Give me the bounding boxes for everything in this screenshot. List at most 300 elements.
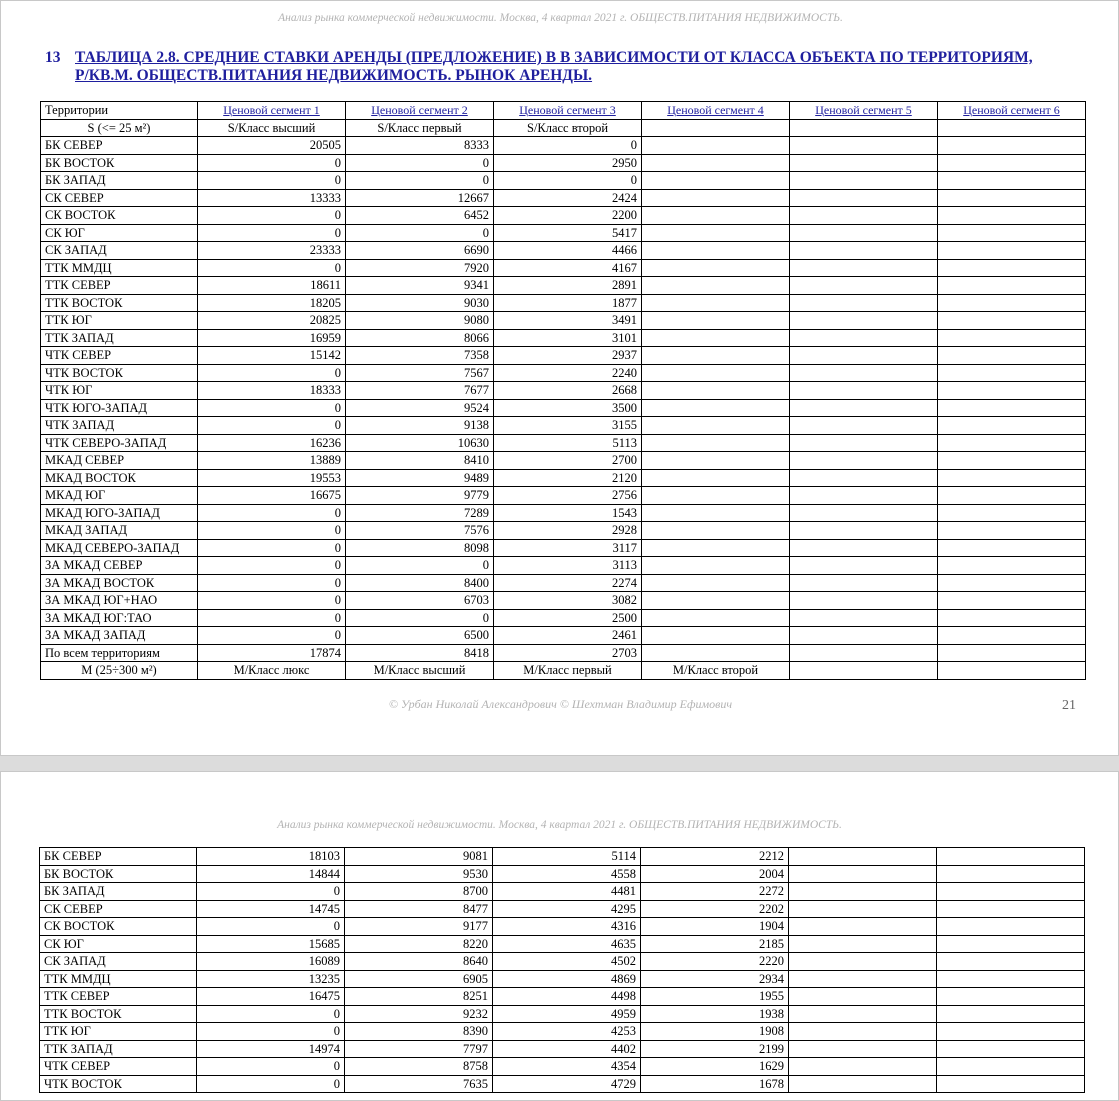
- value-cell: 18333: [198, 382, 346, 400]
- empty-cell: [938, 609, 1086, 627]
- value-cell: 2928: [494, 522, 642, 540]
- value-cell: 2937: [494, 347, 642, 365]
- table-row: [41, 539, 1086, 557]
- empty-cell: [790, 224, 938, 242]
- value-cell: 18205: [198, 294, 346, 312]
- value-cell: 4295: [493, 900, 641, 918]
- table-title-line2: Р/КВ.М. ОБЩЕСТВ.ПИТАНИЯ НЕДВИЖИМОСТЬ. РЫНОК АРЕНДЫ.: [75, 67, 593, 84]
- territory-cell: По всем территориям: [41, 644, 198, 662]
- empty-cell: [938, 487, 1086, 505]
- empty-cell: [938, 644, 1086, 662]
- page-number: 21: [1062, 698, 1076, 713]
- empty-cell: [790, 329, 938, 347]
- empty-cell: [938, 364, 1086, 382]
- empty-cell: [790, 592, 938, 610]
- empty-cell: [642, 434, 790, 452]
- territory-cell: ТТК СЕВЕР: [41, 277, 198, 295]
- value-cell: 0: [197, 918, 345, 936]
- territory-cell: ЗА МКАД СЕВЕР: [41, 557, 198, 575]
- territory-cell: МКАД ЮГ: [41, 487, 198, 505]
- value-cell: 9080: [346, 312, 494, 330]
- territory-cell: СК ЮГ: [40, 935, 197, 953]
- table-row: [41, 469, 1086, 487]
- value-cell: 0: [198, 207, 346, 225]
- empty-cell: [789, 865, 937, 883]
- table-row: [41, 277, 1086, 295]
- value-cell: 3500: [494, 399, 642, 417]
- value-cell: 19553: [198, 469, 346, 487]
- empty-cell: [938, 434, 1086, 452]
- value-cell: 0: [198, 224, 346, 242]
- value-cell: 4729: [493, 1075, 641, 1093]
- table-row: [41, 522, 1086, 540]
- value-cell: 0: [198, 259, 346, 277]
- empty-cell: [642, 399, 790, 417]
- territory-cell: ТТК ЗАПАД: [40, 1040, 197, 1058]
- segment-link-2[interactable]: Ценовой сегмент 2: [346, 102, 494, 120]
- value-cell: 8410: [346, 452, 494, 470]
- territory-cell: БК ЗАПАД: [40, 883, 197, 901]
- value-cell: 8418: [346, 644, 494, 662]
- value-cell: 9779: [346, 487, 494, 505]
- value-cell: 8333: [346, 137, 494, 155]
- table-row: [41, 137, 1086, 155]
- empty-cell: [937, 918, 1085, 936]
- territory-cell: БК СЕВЕР: [41, 137, 198, 155]
- value-cell: 13235: [197, 970, 345, 988]
- empty-cell: [789, 1040, 937, 1058]
- empty-cell: [642, 469, 790, 487]
- empty-cell: [937, 970, 1085, 988]
- value-cell: 15685: [197, 935, 345, 953]
- value-cell: 8390: [345, 1023, 493, 1041]
- empty-cell: [790, 242, 938, 260]
- empty-cell: [790, 487, 938, 505]
- empty-cell: [937, 1040, 1085, 1058]
- class-label: M/Класс люкс: [198, 662, 346, 680]
- value-cell: 6703: [346, 592, 494, 610]
- empty-cell: [938, 469, 1086, 487]
- value-cell: 0: [198, 539, 346, 557]
- value-cell: 2668: [494, 382, 642, 400]
- empty-cell: [938, 189, 1086, 207]
- value-cell: 4402: [493, 1040, 641, 1058]
- value-cell: 2461: [494, 627, 642, 645]
- value-cell: 4498: [493, 988, 641, 1006]
- territory-cell: ТТК ВОСТОК: [40, 1005, 197, 1023]
- class-label: M/Класс первый: [494, 662, 642, 680]
- value-cell: 0: [198, 557, 346, 575]
- empty-cell: [790, 137, 938, 155]
- value-cell: 0: [346, 224, 494, 242]
- value-cell: 14745: [197, 900, 345, 918]
- value-cell: 1955: [641, 988, 789, 1006]
- empty-cell: [642, 312, 790, 330]
- empty-cell: [642, 592, 790, 610]
- territory-cell: ЗА МКАД ЮГ+НАО: [41, 592, 198, 610]
- value-cell: 2220: [641, 953, 789, 971]
- territory-cell: МКАД СЕВЕР: [41, 452, 198, 470]
- empty-cell: [938, 382, 1086, 400]
- table-row: [40, 865, 1085, 883]
- value-cell: 0: [197, 1005, 345, 1023]
- value-cell: 18103: [197, 848, 345, 866]
- empty-cell: [937, 1023, 1085, 1041]
- table-row: [40, 918, 1085, 936]
- territory-cell: ЗА МКАД ВОСТОК: [41, 574, 198, 592]
- territory-cell: БК ВОСТОК: [40, 865, 197, 883]
- value-cell: 0: [198, 609, 346, 627]
- empty-cell: [938, 224, 1086, 242]
- empty-cell: [642, 574, 790, 592]
- value-cell: 16236: [198, 434, 346, 452]
- table-row: [41, 347, 1086, 365]
- value-cell: 0: [197, 1075, 345, 1093]
- empty-cell: [642, 522, 790, 540]
- value-cell: 1629: [641, 1058, 789, 1076]
- empty-cell: [790, 434, 938, 452]
- table-row: [40, 988, 1085, 1006]
- table-row: [41, 557, 1086, 575]
- value-cell: 9530: [345, 865, 493, 883]
- size-group-label: S (<= 25 м²): [41, 119, 198, 137]
- empty-cell: [789, 935, 937, 953]
- empty-cell: [790, 399, 938, 417]
- value-cell: 4167: [494, 259, 642, 277]
- territory-cell: ТТК ЮГ: [40, 1023, 197, 1041]
- empty-cell: [642, 364, 790, 382]
- empty-cell: [790, 557, 938, 575]
- empty-cell: [790, 574, 938, 592]
- territory-cell: ТТК ЗАПАД: [41, 329, 198, 347]
- class-label: S/Класс первый: [346, 119, 494, 137]
- territory-cell: МКАД СЕВЕРО-ЗАПАД: [41, 539, 198, 557]
- table-row: [41, 312, 1086, 330]
- empty-cell: [938, 417, 1086, 435]
- empty-cell: [642, 294, 790, 312]
- empty-cell: [642, 627, 790, 645]
- empty-cell: [938, 522, 1086, 540]
- table-row: [40, 935, 1085, 953]
- empty-cell: [642, 347, 790, 365]
- value-cell: 4253: [493, 1023, 641, 1041]
- value-cell: 0: [346, 154, 494, 172]
- empty-cell: [789, 848, 937, 866]
- table-row: [41, 242, 1086, 260]
- table-row: [41, 417, 1086, 435]
- value-cell: 7567: [346, 364, 494, 382]
- empty-cell: [938, 277, 1086, 295]
- value-cell: 16675: [198, 487, 346, 505]
- value-cell: 3491: [494, 312, 642, 330]
- value-cell: 13333: [198, 189, 346, 207]
- table-row: [40, 1005, 1085, 1023]
- value-cell: 0: [346, 609, 494, 627]
- empty-cell: [937, 935, 1085, 953]
- value-cell: 16475: [197, 988, 345, 1006]
- value-cell: 2274: [494, 574, 642, 592]
- empty-cell: [938, 504, 1086, 522]
- rent-rates-table-continued-body: [40, 848, 1085, 1093]
- table-row: [40, 1040, 1085, 1058]
- value-cell: 6500: [346, 627, 494, 645]
- territory-cell: БК ЗАПАД: [41, 172, 198, 190]
- class-label: S/Класс высший: [198, 119, 346, 137]
- empty-cell: [938, 399, 1086, 417]
- empty-cell: [790, 522, 938, 540]
- empty-cell: [938, 172, 1086, 190]
- copyright-footer: © Урбан Николай Александрович © Шехтман Владимир Ефимович: [388, 697, 733, 711]
- value-cell: 7635: [345, 1075, 493, 1093]
- territory-cell: ЧТК ЮГ: [41, 382, 198, 400]
- empty-cell: [642, 452, 790, 470]
- class-label: [938, 662, 1086, 680]
- value-cell: 3117: [494, 539, 642, 557]
- value-cell: 6690: [346, 242, 494, 260]
- territory-cell: ЗА МКАД ЮГ:ТАО: [41, 609, 198, 627]
- value-cell: 0: [198, 399, 346, 417]
- table-row: [41, 189, 1086, 207]
- value-cell: 0: [197, 1023, 345, 1041]
- table-row: [41, 487, 1086, 505]
- empty-cell: [790, 364, 938, 382]
- table-row: [41, 329, 1086, 347]
- value-cell: 4316: [493, 918, 641, 936]
- empty-cell: [790, 609, 938, 627]
- value-cell: 9524: [346, 399, 494, 417]
- territory-cell: СК СЕВЕР: [40, 900, 197, 918]
- value-cell: 23333: [198, 242, 346, 260]
- empty-cell: [642, 382, 790, 400]
- empty-cell: [790, 172, 938, 190]
- territory-cell: ТТК ММДЦ: [41, 259, 198, 277]
- value-cell: 8400: [346, 574, 494, 592]
- empty-cell: [937, 988, 1085, 1006]
- value-cell: 0: [346, 172, 494, 190]
- territory-cell: БК ВОСТОК: [41, 154, 198, 172]
- value-cell: 16089: [197, 953, 345, 971]
- empty-cell: [790, 189, 938, 207]
- empty-cell: [642, 207, 790, 225]
- empty-cell: [642, 277, 790, 295]
- value-cell: 9081: [345, 848, 493, 866]
- running-header: Анализ рынка коммерческой недвижимости. Москва, 4 квартал 2021 г. ОБЩЕСТВ.ПИТАНИЯ НЕДВИЖИМОСТЬ.: [278, 12, 843, 24]
- segment-link-3[interactable]: Ценовой сегмент 3: [494, 102, 642, 120]
- value-cell: 1678: [641, 1075, 789, 1093]
- table-row: [41, 382, 1086, 400]
- value-cell: 2120: [494, 469, 642, 487]
- value-cell: 2934: [641, 970, 789, 988]
- territory-cell: ЧТК ВОСТОК: [41, 364, 198, 382]
- territory-cell: СК ВОСТОК: [40, 918, 197, 936]
- empty-cell: [937, 900, 1085, 918]
- territory-cell: СК СЕВЕР: [41, 189, 198, 207]
- empty-cell: [642, 189, 790, 207]
- table-number: 13: [45, 49, 61, 66]
- value-cell: 20825: [198, 312, 346, 330]
- value-cell: 2199: [641, 1040, 789, 1058]
- class-label: M/Класс второй: [642, 662, 790, 680]
- territory-cell: ТТК ЮГ: [41, 312, 198, 330]
- value-cell: 8098: [346, 539, 494, 557]
- segment-link-1[interactable]: Ценовой сегмент 1: [198, 102, 346, 120]
- value-cell: 0: [198, 417, 346, 435]
- rent-rates-table-body: [41, 102, 1086, 680]
- value-cell: 4558: [493, 865, 641, 883]
- value-cell: 0: [198, 627, 346, 645]
- table-title-line1: ТАБЛИЦА 2.8. СРЕДНИЕ СТАВКИ АРЕНДЫ (ПРЕДЛОЖЕНИЕ) В В ЗАВИСИМОСТИ ОТ КЛАССА ОБЪЕКТА ПО ТЕРРИТОРИЯМ,: [75, 49, 1033, 66]
- empty-cell: [790, 452, 938, 470]
- territory-cell: БК СЕВЕР: [40, 848, 197, 866]
- table-row: [41, 259, 1086, 277]
- empty-cell: [937, 1075, 1085, 1093]
- territory-cell: ЧТК ВОСТОК: [40, 1075, 197, 1093]
- value-cell: 2756: [494, 487, 642, 505]
- value-cell: 0: [198, 522, 346, 540]
- value-cell: 9177: [345, 918, 493, 936]
- value-cell: 0: [198, 592, 346, 610]
- empty-cell: [938, 259, 1086, 277]
- territory-cell: СК ЮГ: [41, 224, 198, 242]
- empty-cell: [938, 137, 1086, 155]
- empty-cell: [789, 970, 937, 988]
- value-cell: 0: [346, 557, 494, 575]
- value-cell: 4502: [493, 953, 641, 971]
- class-label: [938, 119, 1086, 137]
- empty-cell: [790, 154, 938, 172]
- value-cell: 20505: [198, 137, 346, 155]
- class-label: [790, 662, 938, 680]
- table-row: [41, 574, 1086, 592]
- empty-cell: [790, 382, 938, 400]
- territory-cell: ЧТК ЮГО-ЗАПАД: [41, 399, 198, 417]
- value-cell: 1543: [494, 504, 642, 522]
- territory-cell: ЧТК СЕВЕР: [40, 1058, 197, 1076]
- value-cell: 0: [198, 154, 346, 172]
- empty-cell: [790, 417, 938, 435]
- value-cell: 6452: [346, 207, 494, 225]
- table-title: [45, 49, 1095, 85]
- value-cell: 1904: [641, 918, 789, 936]
- rent-rates-table: [40, 101, 1086, 680]
- empty-cell: [642, 224, 790, 242]
- table-row: [41, 609, 1086, 627]
- empty-cell: [642, 504, 790, 522]
- empty-cell: [789, 900, 937, 918]
- empty-cell: [937, 883, 1085, 901]
- empty-cell: [789, 988, 937, 1006]
- table-row: [41, 172, 1086, 190]
- value-cell: 9489: [346, 469, 494, 487]
- table-row: [40, 900, 1085, 918]
- territory-cell: СК ВОСТОК: [41, 207, 198, 225]
- value-cell: 3155: [494, 417, 642, 435]
- table-row: [41, 452, 1086, 470]
- value-cell: 18611: [198, 277, 346, 295]
- class-label: M/Класс высший: [346, 662, 494, 680]
- segment-link-4[interactable]: Ценовой сегмент 4: [642, 102, 790, 120]
- value-cell: 2202: [641, 900, 789, 918]
- table-row: [40, 970, 1085, 988]
- empty-cell: [789, 953, 937, 971]
- value-cell: 7289: [346, 504, 494, 522]
- table-row: [40, 1058, 1085, 1076]
- empty-cell: [642, 154, 790, 172]
- territory-cell: ЧТК СЕВЕРО-ЗАПАД: [41, 434, 198, 452]
- value-cell: 2891: [494, 277, 642, 295]
- value-cell: 14844: [197, 865, 345, 883]
- table-row: [40, 953, 1085, 971]
- empty-cell: [790, 504, 938, 522]
- territory-cell: ТТК ММДЦ: [40, 970, 197, 988]
- table-row: [41, 592, 1086, 610]
- segment-header-row: [41, 102, 1086, 120]
- empty-cell: [938, 329, 1086, 347]
- value-cell: 0: [198, 574, 346, 592]
- empty-cell: [790, 469, 938, 487]
- class-label: [642, 119, 790, 137]
- territory-cell: ЧТК СЕВЕР: [41, 347, 198, 365]
- value-cell: 15142: [198, 347, 346, 365]
- value-cell: 1877: [494, 294, 642, 312]
- table-row: [40, 1023, 1085, 1041]
- running-header-page2: Анализ рынка коммерческой недвижимости. Москва, 4 квартал 2021 г. ОБЩЕСТВ.ПИТАНИЯ НЕДВИЖИМОСТЬ.: [277, 819, 842, 831]
- rent-rates-table-continued: [39, 847, 1085, 1093]
- value-cell: 7358: [346, 347, 494, 365]
- value-cell: 7920: [346, 259, 494, 277]
- empty-cell: [938, 207, 1086, 225]
- empty-cell: [790, 259, 938, 277]
- empty-cell: [642, 557, 790, 575]
- table-row: [41, 154, 1086, 172]
- value-cell: 2272: [641, 883, 789, 901]
- empty-cell: [938, 557, 1086, 575]
- value-cell: 8477: [345, 900, 493, 918]
- empty-cell: [790, 644, 938, 662]
- value-cell: 16959: [198, 329, 346, 347]
- segment-link-5[interactable]: Ценовой сегмент 5: [790, 102, 938, 120]
- value-cell: 1938: [641, 1005, 789, 1023]
- empty-cell: [790, 627, 938, 645]
- table-row: [41, 224, 1086, 242]
- table-row: [41, 504, 1086, 522]
- table-row: [40, 848, 1085, 866]
- value-cell: 3113: [494, 557, 642, 575]
- value-cell: 2200: [494, 207, 642, 225]
- class-label: [790, 119, 938, 137]
- value-cell: 2950: [494, 154, 642, 172]
- empty-cell: [642, 417, 790, 435]
- value-cell: 14974: [197, 1040, 345, 1058]
- empty-cell: [789, 883, 937, 901]
- empty-cell: [642, 609, 790, 627]
- value-cell: 2703: [494, 644, 642, 662]
- value-cell: 4354: [493, 1058, 641, 1076]
- value-cell: 2004: [641, 865, 789, 883]
- empty-cell: [789, 1005, 937, 1023]
- territory-cell: МКАД ЗАПАД: [41, 522, 198, 540]
- value-cell: 0: [197, 883, 345, 901]
- empty-cell: [790, 347, 938, 365]
- class-label: S/Класс второй: [494, 119, 642, 137]
- empty-cell: [642, 329, 790, 347]
- class-header-row: [41, 119, 1086, 137]
- value-cell: 4869: [493, 970, 641, 988]
- segment-link-6[interactable]: Ценовой сегмент 6: [938, 102, 1086, 120]
- empty-cell: [938, 539, 1086, 557]
- territory-cell: ЧТК ЗАПАД: [41, 417, 198, 435]
- value-cell: 0: [198, 172, 346, 190]
